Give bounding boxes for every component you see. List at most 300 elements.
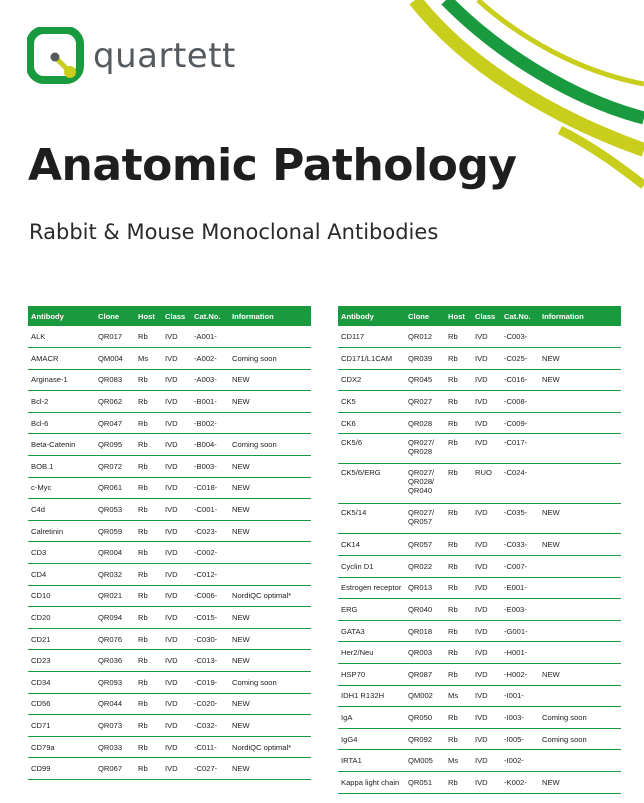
table-row	[28, 477, 311, 499]
information-cell: NordiQC optimal*	[229, 585, 311, 607]
header-antibody: Antibody	[338, 306, 405, 326]
class-cell: IVD	[162, 477, 191, 499]
clone-cell: QR095	[95, 434, 135, 456]
antibody-cell: IgA	[338, 707, 405, 729]
clone-cell: QR028	[405, 412, 445, 434]
antibody-cell: CK5/6/ERG	[338, 464, 405, 504]
information-cell: NordiQC optimal*	[229, 736, 311, 758]
information-cell	[539, 391, 621, 413]
antibody-cell: CD10	[28, 585, 95, 607]
catno-cell: -C019-	[191, 672, 229, 694]
clone-cell: QR003	[405, 642, 445, 664]
catno-cell: -A002-	[191, 348, 229, 370]
catno-cell: -C015-	[191, 607, 229, 629]
host-cell: Rb	[445, 348, 472, 370]
host-cell: Rb	[445, 534, 472, 556]
class-cell: IVD	[472, 599, 501, 621]
catno-cell: -C008-	[501, 391, 539, 413]
host-cell: Ms	[445, 750, 472, 772]
class-cell: IVD	[472, 772, 501, 794]
class-cell: IVD	[472, 348, 501, 370]
antibody-cell: CD99	[28, 758, 95, 780]
clone-cell: QR057	[405, 534, 445, 556]
class-cell: IVD	[162, 391, 191, 413]
clone-cell: QR033	[95, 736, 135, 758]
table-row	[338, 391, 621, 413]
information-cell: NEW	[229, 499, 311, 521]
clone-cell: QR053	[95, 499, 135, 521]
class-cell: IVD	[162, 348, 191, 370]
antibody-cell: BOB.1	[28, 456, 95, 478]
class-cell: IVD	[162, 607, 191, 629]
class-cell: IVD	[472, 750, 501, 772]
clone-cell: QM004	[95, 348, 135, 370]
information-cell: Coming soon	[229, 434, 311, 456]
information-cell: NEW	[229, 758, 311, 780]
host-cell: Rb	[135, 650, 162, 672]
information-cell: NEW	[539, 504, 621, 534]
antibody-cell: CK5/14	[338, 504, 405, 534]
host-cell: Rb	[445, 464, 472, 504]
information-cell	[539, 620, 621, 642]
table-row	[338, 707, 621, 729]
antibody-cell: CD117	[338, 326, 405, 348]
class-cell: IVD	[162, 564, 191, 586]
antibody-cell: C4d	[28, 499, 95, 521]
host-cell: Rb	[135, 369, 162, 391]
catno-cell: -B003-	[191, 456, 229, 478]
host-cell: Rb	[445, 772, 472, 794]
catno-cell: -C009-	[501, 412, 539, 434]
antibody-cell: Arginase-1	[28, 369, 95, 391]
class-cell: IVD	[472, 642, 501, 664]
clone-cell: QR073	[95, 715, 135, 737]
catno-cell: -E001-	[501, 577, 539, 599]
information-cell	[229, 326, 311, 348]
clone-cell: QR092	[405, 728, 445, 750]
table-row	[338, 412, 621, 434]
catno-cell: -C007-	[501, 556, 539, 578]
information-cell	[539, 412, 621, 434]
table-row	[28, 693, 311, 715]
host-cell: Rb	[445, 391, 472, 413]
brand-name: quartett	[93, 36, 236, 76]
clone-cell: QR044	[95, 693, 135, 715]
antibody-cell: c-Myc	[28, 477, 95, 499]
information-cell: NEW	[539, 534, 621, 556]
class-cell: IVD	[472, 664, 501, 686]
class-cell: IVD	[162, 520, 191, 542]
host-cell: Rb	[445, 599, 472, 621]
clone-cell: QR076	[95, 628, 135, 650]
table-row	[28, 607, 311, 629]
information-cell	[229, 412, 311, 434]
header-clone: Clone	[95, 306, 135, 326]
antibody-cell: CD34	[28, 672, 95, 694]
class-cell: IVD	[472, 504, 501, 534]
host-cell: Rb	[135, 412, 162, 434]
class-cell: IVD	[472, 707, 501, 729]
table-row	[28, 758, 311, 780]
information-cell: Coming soon	[539, 707, 621, 729]
host-cell: Rb	[445, 504, 472, 534]
clone-cell: QR013	[405, 577, 445, 599]
antibody-cell: CD56	[28, 693, 95, 715]
class-cell: IVD	[162, 499, 191, 521]
catno-cell: -I005-	[501, 728, 539, 750]
catno-cell: -I003-	[501, 707, 539, 729]
catno-cell: -C011-	[191, 736, 229, 758]
class-cell: IVD	[472, 620, 501, 642]
clone-cell: QR040	[405, 599, 445, 621]
class-cell: IVD	[472, 577, 501, 599]
antibody-cell: IRTA1	[338, 750, 405, 772]
antibody-cell: CK14	[338, 534, 405, 556]
antibody-cell: CD171/L1CAM	[338, 348, 405, 370]
information-cell: Coming soon	[229, 672, 311, 694]
class-cell: IVD	[162, 736, 191, 758]
catno-cell: -E003-	[501, 599, 539, 621]
information-cell: NEW	[229, 607, 311, 629]
antibody-cell: GATA3	[338, 620, 405, 642]
clone-cell: QR087	[405, 664, 445, 686]
catno-cell: -B001-	[191, 391, 229, 413]
antibody-table-right	[338, 306, 621, 794]
catno-cell: -A003-	[191, 369, 229, 391]
table-row	[28, 564, 311, 586]
clone-cell: QR093	[95, 672, 135, 694]
host-cell: Rb	[445, 412, 472, 434]
table-row	[28, 715, 311, 737]
class-cell: IVD	[162, 650, 191, 672]
catno-cell: -C001-	[191, 499, 229, 521]
information-cell: NEW	[229, 391, 311, 413]
catno-cell: -G001-	[501, 620, 539, 642]
header-antibody: Antibody	[28, 306, 95, 326]
table-row	[28, 736, 311, 758]
catno-cell: -B004-	[191, 434, 229, 456]
table-row	[338, 750, 621, 772]
table-row	[338, 599, 621, 621]
information-cell: NEW	[539, 772, 621, 794]
clone-cell: QM005	[405, 750, 445, 772]
table-row	[28, 499, 311, 521]
clone-cell: QR017	[95, 326, 135, 348]
brand-logo	[27, 27, 236, 85]
class-cell: IVD	[162, 715, 191, 737]
table-row	[28, 542, 311, 564]
host-cell: Rb	[135, 607, 162, 629]
header-information: Information	[229, 306, 311, 326]
catno-cell: -B002-	[191, 412, 229, 434]
host-cell: Rb	[445, 620, 472, 642]
information-cell	[539, 685, 621, 707]
antibody-cell: CK6	[338, 412, 405, 434]
catno-cell: -C012-	[191, 564, 229, 586]
class-cell: IVD	[472, 391, 501, 413]
information-cell	[539, 599, 621, 621]
catno-cell: -C018-	[191, 477, 229, 499]
clone-cell: QR067	[95, 758, 135, 780]
class-cell: IVD	[162, 456, 191, 478]
host-cell: Rb	[445, 369, 472, 391]
information-cell	[539, 434, 621, 464]
host-cell: Rb	[135, 391, 162, 413]
host-cell: Ms	[445, 685, 472, 707]
class-cell: IVD	[162, 542, 191, 564]
catno-cell: -C006-	[191, 585, 229, 607]
host-cell: Rb	[135, 758, 162, 780]
catno-cell: -C033-	[501, 534, 539, 556]
table-row	[338, 348, 621, 370]
table-header-row	[28, 306, 311, 326]
host-cell: Rb	[445, 326, 472, 348]
table-row	[338, 434, 621, 464]
host-cell: Rb	[135, 542, 162, 564]
table-row	[28, 456, 311, 478]
host-cell: Rb	[135, 499, 162, 521]
host-cell: Rb	[445, 434, 472, 464]
table-row	[338, 772, 621, 794]
header-host: Host	[135, 306, 162, 326]
clone-cell: QR027	[405, 391, 445, 413]
clone-cell: QR018	[405, 620, 445, 642]
information-cell: NEW	[229, 477, 311, 499]
antibody-cell: CK5/6	[338, 434, 405, 464]
information-cell	[229, 564, 311, 586]
antibody-cell: Bcl-2	[28, 391, 95, 413]
table-row	[338, 534, 621, 556]
table-row	[338, 577, 621, 599]
table-row	[338, 685, 621, 707]
clone-cell: QR027/ QR028/ QR040	[405, 464, 445, 504]
table-row	[338, 556, 621, 578]
class-cell: IVD	[472, 412, 501, 434]
class-cell: IVD	[472, 685, 501, 707]
information-cell: NEW	[229, 650, 311, 672]
class-cell: IVD	[162, 672, 191, 694]
table-row	[28, 391, 311, 413]
header-clone: Clone	[405, 306, 445, 326]
host-cell: Rb	[135, 693, 162, 715]
clone-cell: QR022	[405, 556, 445, 578]
information-cell: NEW	[229, 456, 311, 478]
information-cell	[539, 556, 621, 578]
information-cell: NEW	[229, 693, 311, 715]
clone-cell: QR012	[405, 326, 445, 348]
antibody-cell: IgG4	[338, 728, 405, 750]
header-host: Host	[445, 306, 472, 326]
clone-cell: QR045	[405, 369, 445, 391]
table-row	[338, 369, 621, 391]
antibody-cell: CD4	[28, 564, 95, 586]
host-cell: Rb	[445, 577, 472, 599]
antibody-cell: AMACR	[28, 348, 95, 370]
class-cell: RUO	[472, 464, 501, 504]
antibody-cell: Calretinin	[28, 520, 95, 542]
information-cell: NEW	[229, 520, 311, 542]
catno-cell: -C027-	[191, 758, 229, 780]
catno-cell: -I001-	[501, 685, 539, 707]
antibody-cell: Estrogen receptor	[338, 577, 405, 599]
class-cell: IVD	[162, 693, 191, 715]
antibody-cell: CDX2	[338, 369, 405, 391]
antibody-cell: CD3	[28, 542, 95, 564]
class-cell: IVD	[162, 412, 191, 434]
clone-cell: QR032	[95, 564, 135, 586]
antibody-cell: Cyclin D1	[338, 556, 405, 578]
class-cell: IVD	[472, 556, 501, 578]
host-cell: Rb	[135, 456, 162, 478]
table-row	[28, 585, 311, 607]
host-cell: Rb	[135, 585, 162, 607]
antibody-cell: CD20	[28, 607, 95, 629]
catno-cell: -K002-	[501, 772, 539, 794]
clone-cell: QR027/ QR028	[405, 434, 445, 464]
clone-cell: QR061	[95, 477, 135, 499]
antibody-cell: Beta-Catenin	[28, 434, 95, 456]
antibody-cell: CD23	[28, 650, 95, 672]
table-row	[28, 369, 311, 391]
header-class: Class	[162, 306, 191, 326]
information-cell: NEW	[539, 369, 621, 391]
class-cell: IVD	[162, 434, 191, 456]
host-cell: Rb	[135, 736, 162, 758]
class-cell: IVD	[472, 728, 501, 750]
class-cell: IVD	[162, 628, 191, 650]
antibody-cell: Bcl-6	[28, 412, 95, 434]
information-cell	[539, 750, 621, 772]
class-cell: IVD	[472, 434, 501, 464]
catno-cell: -C003-	[501, 326, 539, 348]
host-cell: Rb	[445, 556, 472, 578]
clone-cell: QR021	[95, 585, 135, 607]
page-title: Anatomic Pathology	[28, 140, 517, 191]
host-cell: Rb	[135, 715, 162, 737]
table-header-row	[338, 306, 621, 326]
antibody-cell: HSP70	[338, 664, 405, 686]
antibody-cell: Kappa light chain	[338, 772, 405, 794]
clone-cell: QR027/ QR057	[405, 504, 445, 534]
host-cell: Ms	[135, 348, 162, 370]
clone-cell: QR050	[405, 707, 445, 729]
catno-cell: -C013-	[191, 650, 229, 672]
table-row	[28, 348, 311, 370]
clone-cell: QR072	[95, 456, 135, 478]
table-row	[338, 728, 621, 750]
header-class: Class	[472, 306, 501, 326]
catno-cell: -C020-	[191, 693, 229, 715]
host-cell: Rb	[445, 707, 472, 729]
host-cell: Rb	[135, 564, 162, 586]
catno-cell: -H002-	[501, 664, 539, 686]
catno-cell: -H001-	[501, 642, 539, 664]
table-row	[28, 520, 311, 542]
host-cell: Rb	[135, 628, 162, 650]
information-cell: NEW	[229, 628, 311, 650]
catno-cell: -C002-	[191, 542, 229, 564]
antibody-cell: CD21	[28, 628, 95, 650]
header-catno: Cat.No.	[191, 306, 229, 326]
antibody-table-body-left	[28, 326, 311, 779]
information-cell: NEW	[229, 369, 311, 391]
class-cell: IVD	[162, 758, 191, 780]
host-cell: Rb	[135, 520, 162, 542]
catno-cell: -C016-	[501, 369, 539, 391]
clone-cell: QR051	[405, 772, 445, 794]
clone-cell: QR062	[95, 391, 135, 413]
clone-cell: QR047	[95, 412, 135, 434]
catno-cell: -C030-	[191, 628, 229, 650]
antibody-cell: CK5	[338, 391, 405, 413]
table-row	[28, 650, 311, 672]
catno-cell: -I002-	[501, 750, 539, 772]
header-information: Information	[539, 306, 621, 326]
information-cell: NEW	[229, 715, 311, 737]
clone-cell: QR094	[95, 607, 135, 629]
table-row	[338, 664, 621, 686]
antibody-cell: CD79a	[28, 736, 95, 758]
information-cell	[539, 577, 621, 599]
table-row	[28, 326, 311, 348]
table-row	[28, 412, 311, 434]
catno-cell: -C024-	[501, 464, 539, 504]
host-cell: Rb	[135, 326, 162, 348]
table-row	[338, 620, 621, 642]
host-cell: Rb	[135, 477, 162, 499]
catno-cell: -C032-	[191, 715, 229, 737]
class-cell: IVD	[162, 326, 191, 348]
antibody-cell: ALK	[28, 326, 95, 348]
table-row	[28, 434, 311, 456]
class-cell: IVD	[472, 326, 501, 348]
quartett-q-logo-icon	[27, 27, 85, 85]
clone-cell: QR059	[95, 520, 135, 542]
antibody-table-left	[28, 306, 311, 780]
class-cell: IVD	[472, 369, 501, 391]
information-cell: NEW	[539, 664, 621, 686]
catno-cell: -C035-	[501, 504, 539, 534]
information-cell	[539, 326, 621, 348]
host-cell: Rb	[445, 642, 472, 664]
clone-cell: QR083	[95, 369, 135, 391]
host-cell: Rb	[445, 664, 472, 686]
table-row	[338, 642, 621, 664]
information-cell: Coming soon	[229, 348, 311, 370]
antibody-cell: CD71	[28, 715, 95, 737]
information-cell: Coming soon	[539, 728, 621, 750]
class-cell: IVD	[472, 534, 501, 556]
table-row	[338, 464, 621, 504]
antibody-cell: Her2/Neu	[338, 642, 405, 664]
antibody-cell: ERG	[338, 599, 405, 621]
catno-cell: -C025-	[501, 348, 539, 370]
clone-cell: QR004	[95, 542, 135, 564]
information-cell	[539, 464, 621, 504]
host-cell: Rb	[135, 434, 162, 456]
page-subtitle: Rabbit & Mouse Monoclonal Antibodies	[29, 220, 439, 244]
catno-cell: -C017-	[501, 434, 539, 464]
header-catno: Cat.No.	[501, 306, 539, 326]
antibody-table-body-right	[338, 326, 621, 793]
catno-cell: -C023-	[191, 520, 229, 542]
catno-cell: -A001-	[191, 326, 229, 348]
table-row	[28, 628, 311, 650]
table-row	[338, 504, 621, 534]
class-cell: IVD	[162, 585, 191, 607]
host-cell: Rb	[135, 672, 162, 694]
host-cell: Rb	[445, 728, 472, 750]
